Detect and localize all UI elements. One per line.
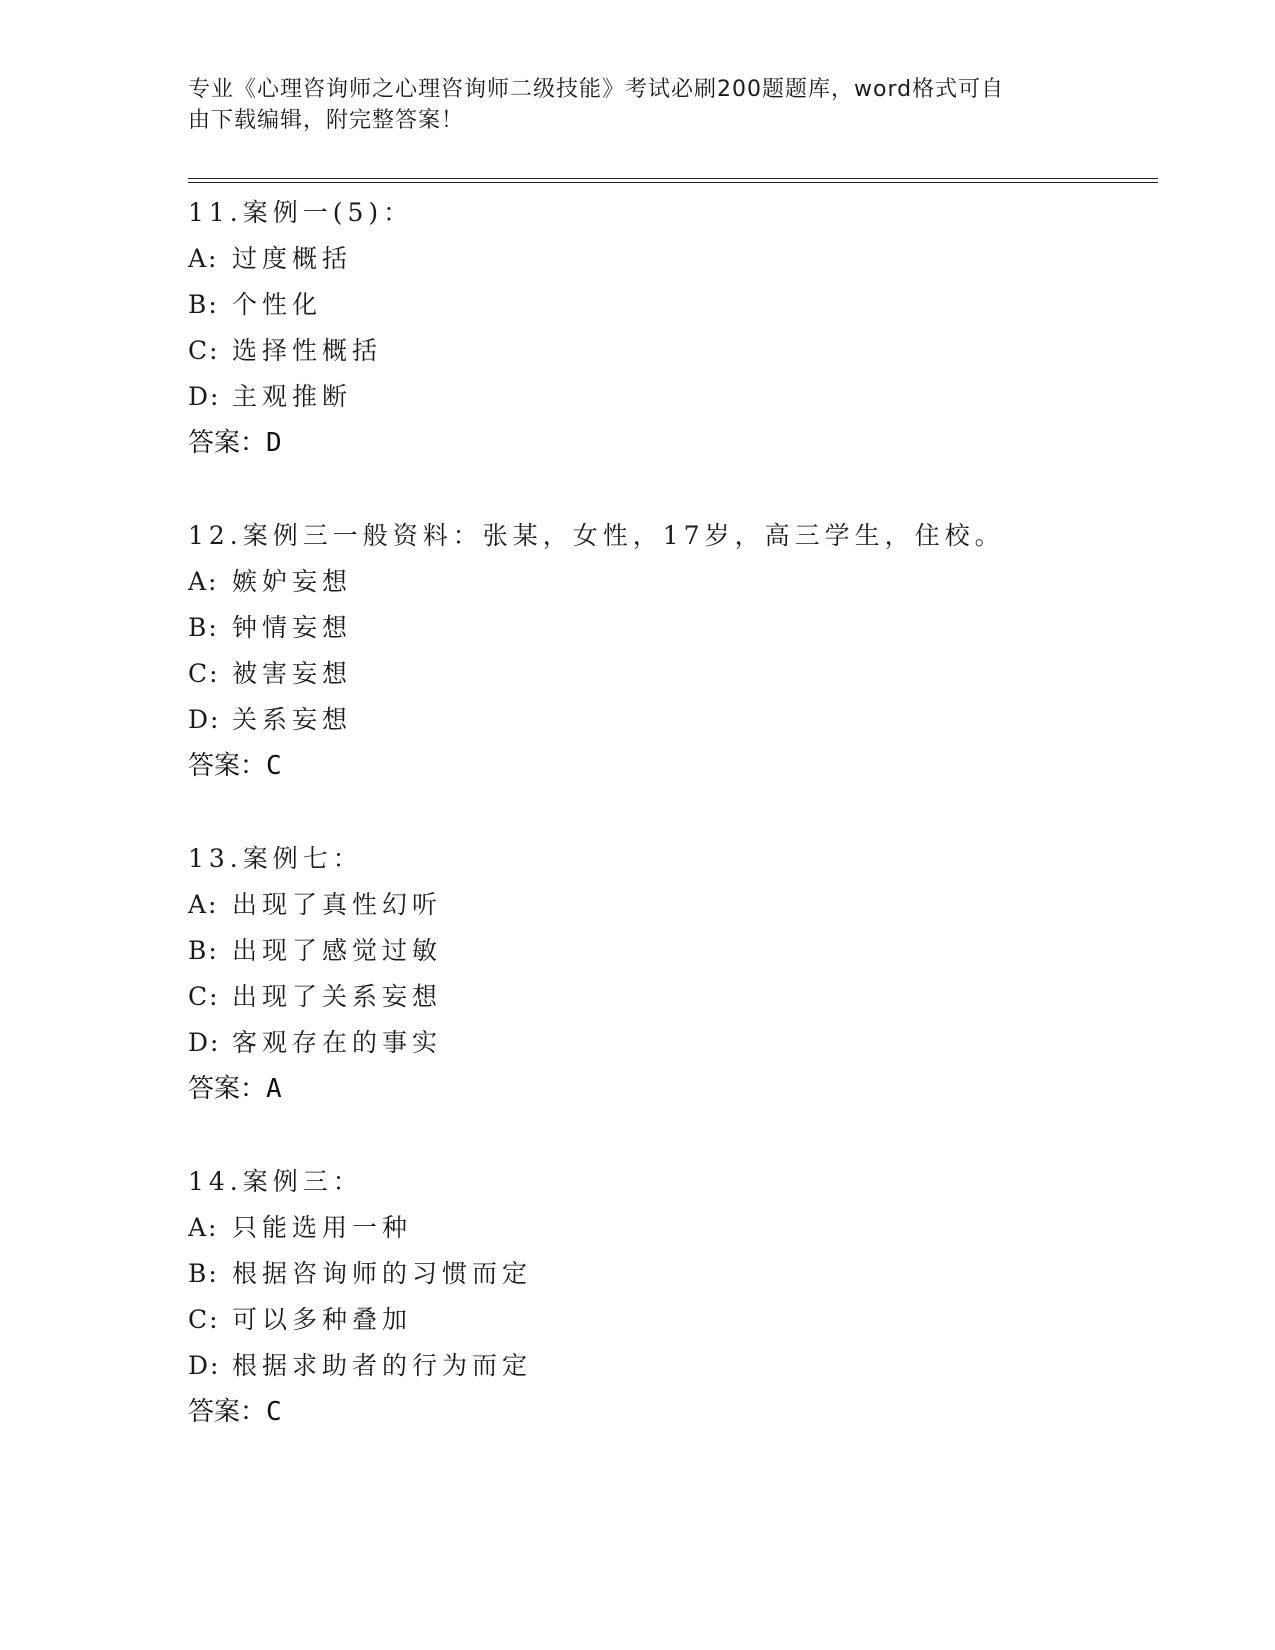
option-text: 过度概括 — [232, 244, 353, 273]
option-key: D: — [188, 705, 221, 734]
option-key: B: — [188, 1259, 219, 1288]
option-c — [188, 974, 1158, 1020]
option-text: 出现了真性幻听 — [232, 890, 443, 919]
answer-label: 答案： — [188, 1074, 267, 1104]
option-key: A: — [188, 567, 219, 596]
option-key: B: — [188, 290, 219, 319]
document-header — [188, 74, 1078, 136]
option-key: C: — [188, 336, 220, 365]
option-text: 主观推断 — [232, 382, 353, 411]
option-d — [188, 374, 1158, 420]
answer-line — [188, 420, 1158, 466]
option-text: 只能选用一种 — [232, 1213, 413, 1242]
option-key: C: — [188, 659, 220, 688]
question-13 — [188, 836, 1158, 1112]
option-a — [188, 882, 1158, 928]
option-b — [188, 1251, 1158, 1297]
option-key: C: — [188, 982, 220, 1011]
option-key: D: — [188, 382, 221, 411]
option-d — [188, 1343, 1158, 1389]
option-text: 根据咨询师的习惯而定 — [232, 1259, 533, 1288]
option-a — [188, 1205, 1158, 1251]
option-text: 嫉妒妄想 — [232, 567, 353, 596]
option-text: 出现了感觉过敏 — [232, 936, 443, 965]
option-c — [188, 328, 1158, 374]
option-key: A: — [188, 890, 219, 919]
answer-value: C — [266, 1397, 282, 1427]
option-c — [188, 1297, 1158, 1343]
option-text: 可以多种叠加 — [232, 1305, 413, 1334]
option-d — [188, 697, 1158, 743]
option-text: 个性化 — [232, 290, 323, 319]
answer-line — [188, 1389, 1158, 1435]
answer-label: 答案： — [188, 428, 267, 458]
option-text: 钟情妄想 — [232, 613, 353, 642]
answer-value: C — [266, 751, 282, 781]
answer-line — [188, 1066, 1158, 1112]
option-a — [188, 236, 1158, 282]
answer-label: 答案： — [188, 751, 267, 781]
option-text: 关系妄想 — [232, 705, 353, 734]
header-line-1: 专业《心理咨询师之心理咨询师二级技能》考试必刷200题题库，word格式可自 — [188, 77, 1005, 102]
answer-label: 答案： — [188, 1397, 267, 1427]
option-key: A: — [188, 1213, 219, 1242]
question-stem: 13.案例七： — [188, 844, 363, 873]
option-d — [188, 1020, 1158, 1066]
question-11 — [188, 190, 1158, 466]
question-14 — [188, 1159, 1158, 1435]
option-b — [188, 605, 1158, 651]
question-stem: 11.案例一(5)： — [188, 198, 414, 227]
option-text: 客观存在的事实 — [232, 1028, 443, 1057]
header-divider-bottom — [188, 182, 1158, 183]
header-line-2: 由下载编辑，附完整答案！ — [188, 108, 465, 133]
option-a — [188, 559, 1158, 605]
answer-line — [188, 743, 1158, 789]
option-key: A: — [188, 244, 219, 273]
answer-value: D — [266, 428, 282, 458]
question-12 — [188, 513, 1158, 789]
header-divider-top — [188, 178, 1158, 179]
option-b — [188, 928, 1158, 974]
option-text: 出现了关系妄想 — [232, 982, 443, 1011]
option-key: D: — [188, 1028, 221, 1057]
option-text: 根据求助者的行为而定 — [232, 1351, 533, 1380]
question-list — [188, 190, 1158, 1482]
answer-value: A — [266, 1074, 282, 1104]
option-c — [188, 651, 1158, 697]
question-stem: 14.案例三： — [188, 1167, 363, 1196]
option-b — [188, 282, 1158, 328]
option-key: D: — [188, 1351, 221, 1380]
option-text: 被害妄想 — [232, 659, 353, 688]
option-text: 选择性概括 — [232, 336, 383, 365]
option-key: B: — [188, 936, 219, 965]
option-key: B: — [188, 613, 219, 642]
option-key: C: — [188, 1305, 220, 1334]
question-stem: 12.案例三一般资料：张某，女性，17岁，高三学生，住校。 — [188, 521, 1005, 550]
